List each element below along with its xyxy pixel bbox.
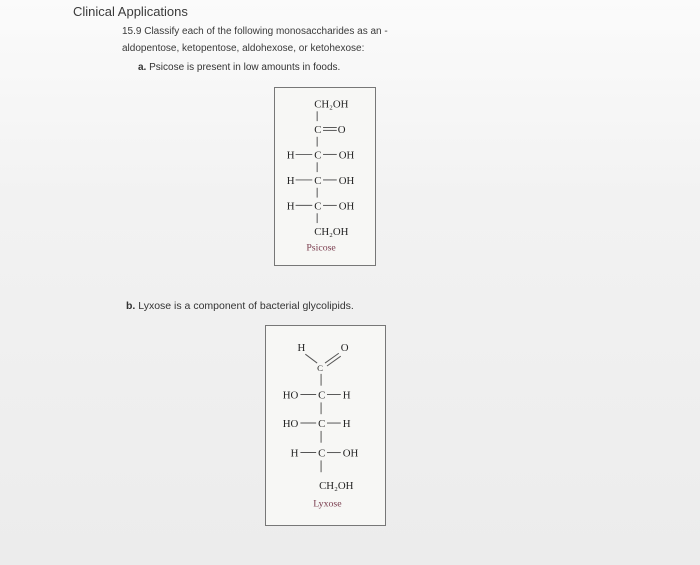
part-b-text: Lyxose is a component of bacterial glycolipids.: [138, 300, 354, 312]
lyxose-structure: [265, 325, 386, 526]
lyxose-row-2-left: HO: [282, 417, 299, 430]
lyxose-row-2-right: H: [342, 417, 351, 430]
psicose-row-1-left: H: [286, 149, 295, 162]
part-b-marker: b.: [126, 300, 136, 312]
psicose-ketone-oxygen: O: [337, 123, 346, 136]
psicose-structure: [274, 87, 376, 266]
part-a: [138, 62, 340, 73]
lyxose-row-3-right: OH: [342, 447, 359, 460]
lyxose-fischer-projection: [266, 326, 385, 525]
psicose-row-3-right: OH: [338, 200, 355, 213]
psicose-ketone-carbon: C: [314, 123, 322, 136]
double-bond: [327, 356, 341, 366]
lyxose-row-3-left: H: [290, 447, 299, 460]
lyxose-row-2-carbon: C: [318, 417, 326, 430]
psicose-row-1-carbon: C: [314, 149, 322, 162]
lyxose-row-3-carbon: C: [318, 447, 326, 460]
psicose-row-3-carbon: C: [314, 200, 322, 213]
part-a-marker: a.: [138, 62, 147, 73]
lyxose-row-1-left: HO: [282, 389, 299, 402]
psicose-caption: Psicose: [306, 242, 336, 254]
lyxose-caption: Lyxose: [313, 498, 342, 510]
psicose-fischer-projection: [275, 88, 375, 265]
lyxose-aldehyde-oxygen: O: [340, 342, 349, 355]
psicose-row-1-right: OH: [338, 149, 355, 162]
lyxose-aldehyde-carbon: C: [317, 362, 324, 373]
question-text-line-2: aldopentose, ketopentose, aldohexose, or ketohexose:: [122, 43, 365, 54]
psicose-bottom-group: CH₂OH: [314, 225, 349, 238]
psicose-top-group: CH₂OH: [314, 98, 349, 111]
lyxose-aldehyde-hydrogen: H: [297, 342, 306, 355]
psicose-row-2-right: OH: [338, 174, 355, 187]
double-bond: [325, 353, 339, 363]
part-b: [126, 300, 354, 312]
psicose-row-2-carbon: C: [314, 174, 322, 187]
bond: [305, 354, 317, 363]
lyxose-row-1-right: H: [342, 389, 351, 402]
section-title: Clinical Applications: [73, 4, 188, 19]
psicose-row-3-left: H: [286, 200, 295, 213]
part-a-text: Psicose is present in low amounts in foods.: [149, 62, 341, 73]
lyxose-bottom-group: CH₂OH: [319, 479, 354, 492]
question-text-line-1: 15.9 Classify each of the following monosaccharides as an -: [122, 26, 388, 37]
psicose-row-2-left: H: [286, 174, 295, 187]
lyxose-row-1-carbon: C: [318, 389, 326, 402]
